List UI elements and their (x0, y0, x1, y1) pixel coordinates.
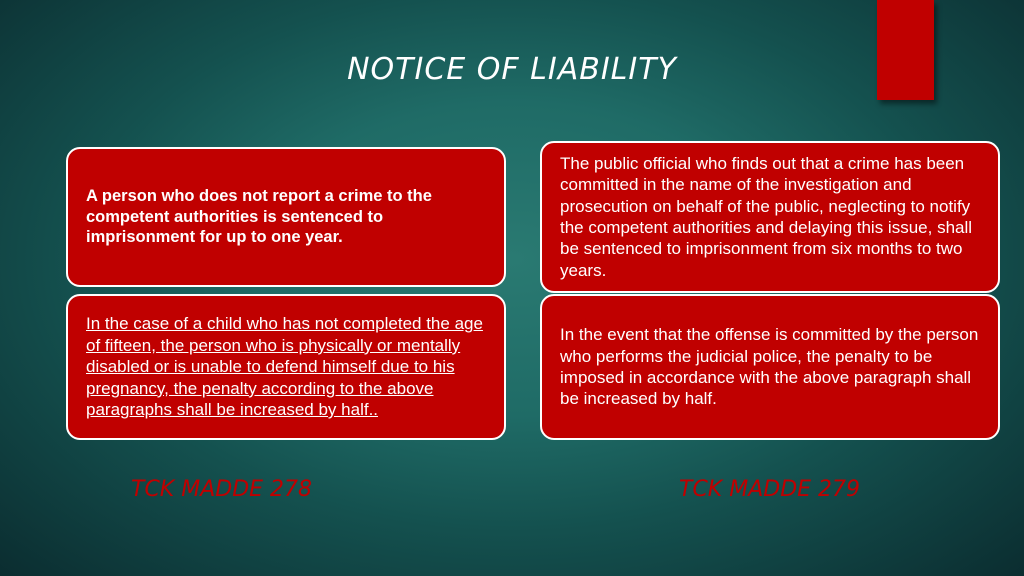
liability-card-4-text: In the event that the offense is committed by the person who performs the judicial police, the penalty to be imposed in accordance with the above paragraph shall be increased by half. (560, 325, 979, 409)
liability-card-3 (66, 294, 506, 440)
reference-left: TCK MADDE 278 (131, 477, 313, 502)
liability-card-3-text: In the case of a child who has not completed the age of fifteen, the person who is physically or mentally disabled or is unable to defend himself due to his pregnancy, the penalty according to the above paragraphs shall be increased by half.. (86, 314, 483, 420)
liability-card-1-text: A person who does not report a crime to the competent authorities is sentenced to imprisonment for up to one year. (86, 186, 432, 247)
reference-right: TCK MADDE 279 (679, 477, 861, 502)
liability-card-2 (540, 141, 1000, 293)
liability-card-1 (66, 147, 506, 287)
logo-strip (0, 487, 1024, 559)
liability-card-4 (540, 294, 1000, 440)
liability-card-2-text: The public official who finds out that a crime has been committed in the name of the investigation and prosecution on behalf of the public, neglecting to notify the competent authorities and delaying this issue, shall be sentenced to imprisonment from six months to two years. (560, 153, 973, 280)
page-title: NOTICE OF LIABILITY (347, 52, 677, 87)
